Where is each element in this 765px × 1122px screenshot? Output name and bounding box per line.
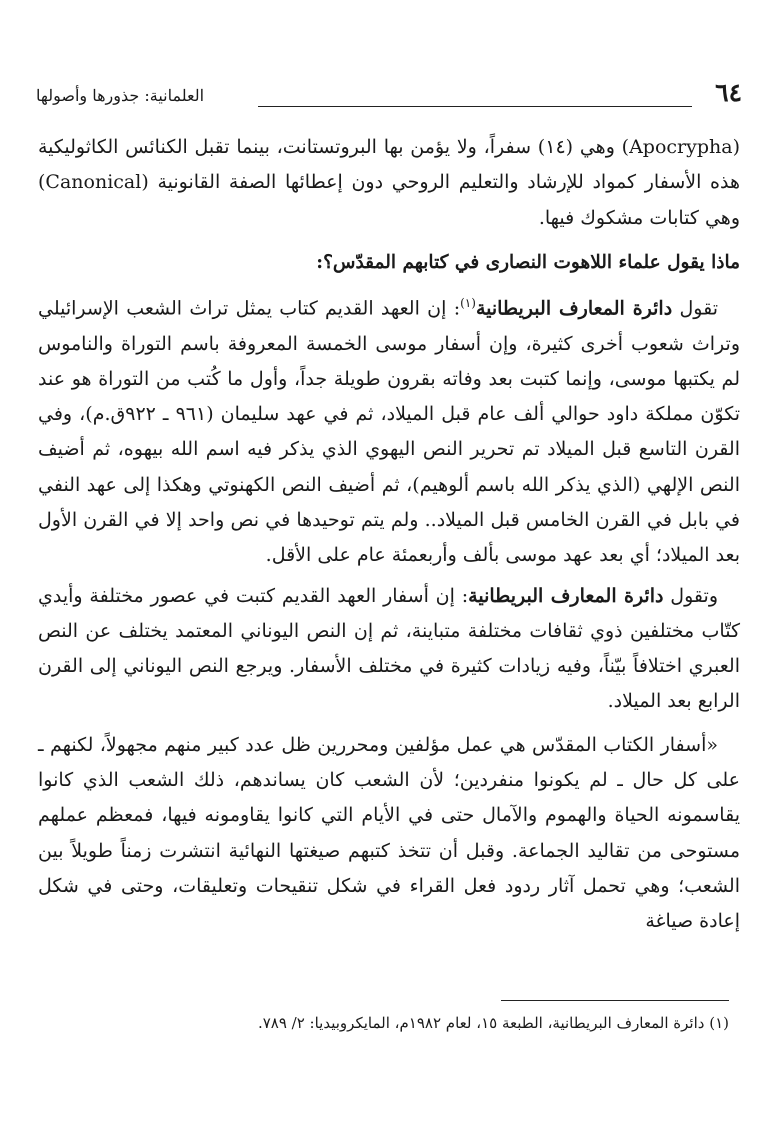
running-header — [36, 78, 742, 112]
paragraph-britannica-1 — [38, 286, 740, 574]
running-title: العلمانية: جذورها وأصولها — [36, 86, 205, 105]
footnote-mark: (١) — [460, 295, 476, 310]
main-text — [38, 130, 740, 940]
source-term: دائرة المعارف البريطانية — [468, 584, 664, 607]
paragraph-britannica-2 — [38, 579, 740, 720]
paragraph-text: : إن العهد القديم كتاب يمثل تراث الشعب الإسرائيلي وتراث شعوب أخرى كثيرة، وإن أسفار موسى الخمسة المعروفة باسم التوراة والناموس لم يكتبها موسى، وإنما كتبت بعد وفاته بقرون طويلة جداً، وأول ما كُتب من التوراة هو عند تكوّن مملكة داود حوالي ألف عام قبل الميلاد، ثم في عهد سليمان (٩٦١ ـ ٩٢٢ق.م)، وفي القرن التاسع قبل الميلاد تم تحرير النص اليهوي الذي يذكر فيه اسم الله بيهوه، ثم أضيف النص الإلهي (الذي يذكر الله باسم ألوهيم)، ثم أضيف النص الكهنوتي وهكذا إلى عهد النفي في بابل في القرن الخامس قبل الميلاد.. ولم يتم توحيدها في نص واحد إلا في القرن الأول بعد الميلاد؛ أي بعد عهد موسى بألف وأربعمئة عام على الأقل. — [38, 297, 740, 567]
paragraph-quote: «أسفار الكتاب المقدّس هي عمل مؤلفين ومحررين ظل عدد كبير منهم مجهولاً، لكنهم ـ على كل حال ـ لم يكونوا منفردين؛ لأن الشعب كان يساندهم، ذلك الشعب الذي كانوا يقاسمونه الحياة والهموم والآمال حتى في الأيام التي كانوا يقاومونه فيها، فمعظم عملهم مستوحى من تقاليد الجماعة. وقبل أن تتخذ كتبهم صيغتها النهائية انتشرت زمناً طويلاً بين الشعب؛ وهي تحمل آثار ردود فعل القراء في شكل تنقيحات وتعليقات، وحتى في شكل إعادة صياغة — [38, 733, 740, 933]
paragraph-text: : إن أسفار العهد القديم كتبت في عصور مختلفة وأيدي كتّاب مختلفين ذوي ثقافات مختلفة متباينة، ثم إن النص اليوناني المعتمد يختلف عن النص العبري اختلافاً بيّناً، وفيه زيادات كثيرة في مختلف الأسفار. ويرجع النص اليوناني إلى القرن الرابع بعد الميلاد. — [38, 584, 740, 713]
footnote-rule — [501, 1000, 729, 1001]
paragraph-lead: وتقول — [670, 584, 718, 607]
page-number: ٦٤ — [715, 78, 742, 107]
header-rule — [258, 106, 692, 107]
paragraph-apocrypha: (Apocrypha) وهي (١٤) سفراً، ولا يؤمن بها البروتستانت، بينما تقبل الكنائس الكاثوليكية هذه الأسفار كمواد للإرشاد والتعليم الروحي دون إعطائها الصفة القانونية (Canonical) وهي كتابات مشكوك فيها. — [38, 136, 740, 229]
footnote: (١) دائرة المعارف البريطانية، الطبعة ١٥، لعام ١٩٨٢م، المايكروبيديا: ٢/ ٧٨٩. — [257, 1014, 729, 1032]
paragraph-lead: تقول — [679, 297, 719, 320]
source-term: دائرة المعارف البريطانية — [475, 297, 673, 320]
section-heading: ماذا يقول علماء اللاهوت النصارى في كتابهم المقدّس؟: — [316, 251, 740, 273]
